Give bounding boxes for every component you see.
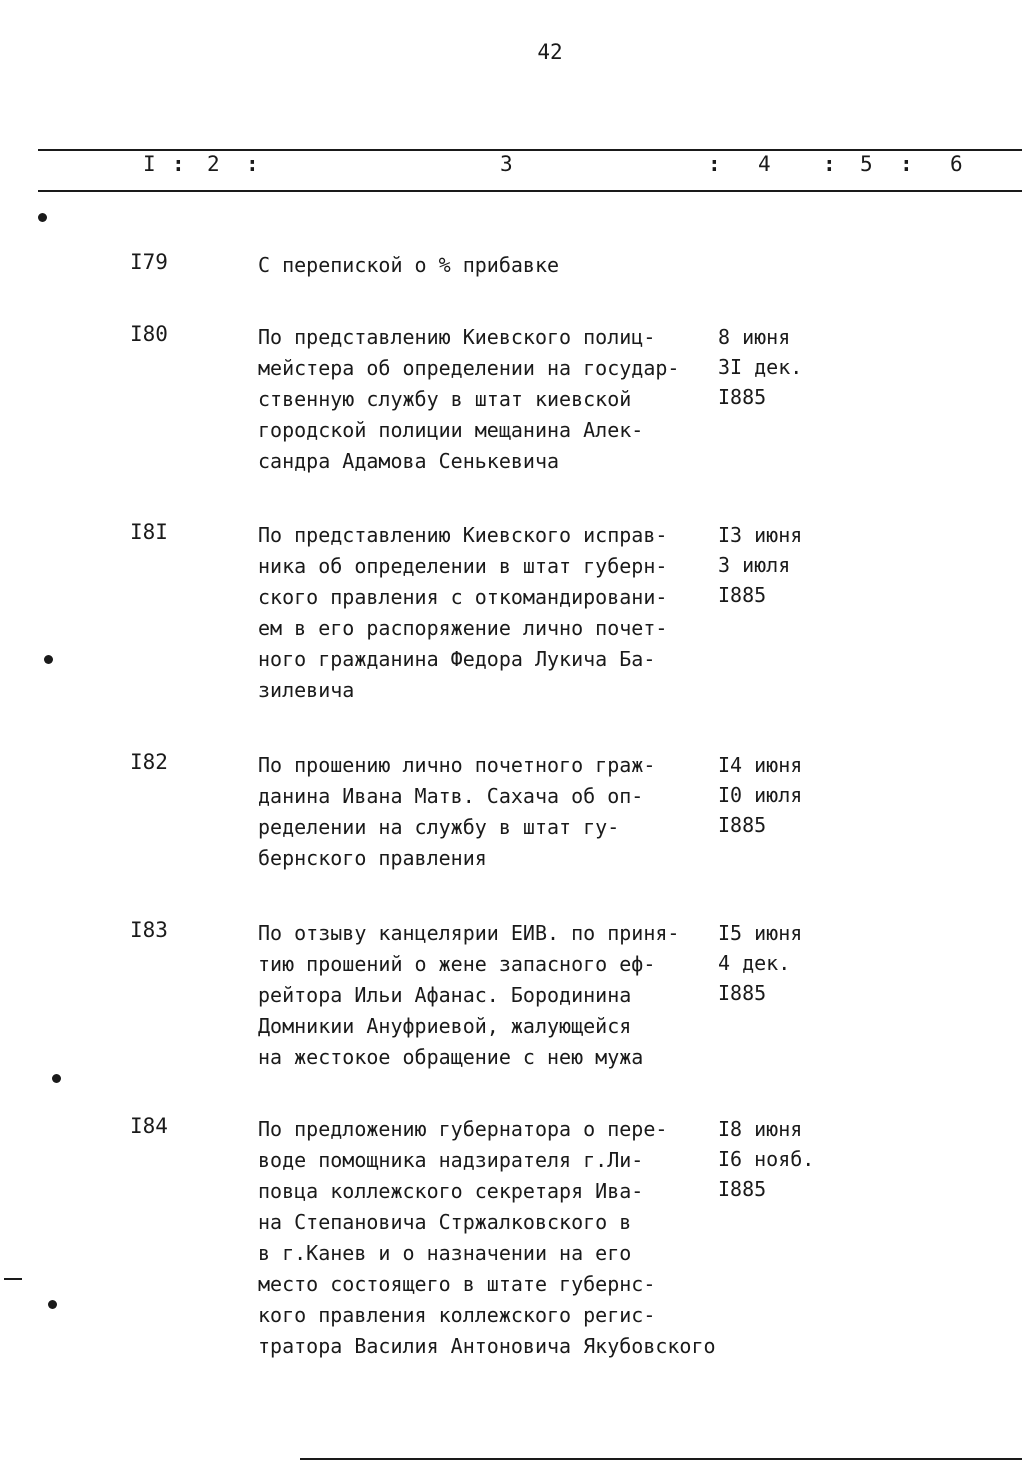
entry-text-line: на Степановича Стржалковского в xyxy=(258,1210,632,1234)
column-separator: : xyxy=(708,152,721,176)
column-separator: : xyxy=(900,152,913,176)
punch-hole-mark xyxy=(52,1074,61,1083)
entry-text-line: Домникии Ануфриевой, жалующейся xyxy=(258,1014,632,1038)
entry-text-line: зилевича xyxy=(258,678,355,702)
entry-description xyxy=(258,750,718,874)
entry-text-line: ника об определении в штат губерн- xyxy=(258,554,668,578)
entry-description xyxy=(258,322,718,477)
entry-dates xyxy=(718,750,838,840)
date-end: 3I дек. xyxy=(718,355,803,379)
entry-text-line: сандра Адамова Сенькевича xyxy=(258,449,560,473)
entry-number: I84 xyxy=(130,1114,168,1138)
entry-text-line: место состоящего в штате губернс- xyxy=(258,1272,656,1296)
column-separator: : xyxy=(246,152,259,176)
date-start: I3 июня xyxy=(718,523,803,547)
column-separator: : xyxy=(172,152,185,176)
date-year: I885 xyxy=(718,385,767,409)
entry-text-line: повца коллежского секретаря Ива- xyxy=(258,1179,644,1203)
table-header xyxy=(0,152,1024,182)
entry-text-line: По представлению Киевского полиц- xyxy=(258,325,656,349)
entry-text-line: данина Ивана Матв. Сахача об оп- xyxy=(258,784,644,808)
column-header-5: 5 xyxy=(860,152,873,176)
page-number: 42 xyxy=(537,40,563,64)
entry-description xyxy=(258,250,718,281)
entry-text-line: ного гражданина Федора Лукича Ба- xyxy=(258,647,656,671)
date-end: I6 нояб. xyxy=(718,1147,815,1171)
date-year: I885 xyxy=(718,1177,767,1201)
entry-dates xyxy=(718,520,838,610)
entry-text-line: По отзыву канцелярии ЕИВ. по приня- xyxy=(258,921,680,945)
column-header-3: 3 xyxy=(500,152,513,176)
entry-description xyxy=(258,918,718,1073)
date-end: 4 дек. xyxy=(718,951,791,975)
date-year: I885 xyxy=(718,583,767,607)
header-bottom-rule xyxy=(38,190,1022,192)
punch-hole-mark xyxy=(48,1300,57,1309)
date-start: I4 июня xyxy=(718,753,803,777)
column-header-2: 2 xyxy=(207,152,220,176)
entry-dates xyxy=(718,1114,838,1204)
entry-text-line: городской полиции мещанина Алек- xyxy=(258,418,644,442)
entry-number: I82 xyxy=(130,750,168,774)
header-top-rule xyxy=(38,149,1022,151)
date-year: I885 xyxy=(718,813,767,837)
entry-text-line: кого правления коллежского регис- xyxy=(258,1303,656,1327)
column-header-6: 6 xyxy=(950,152,963,176)
entry-text-line: По прошению лично почетного граж- xyxy=(258,753,656,777)
entry-description xyxy=(258,1114,718,1362)
punch-hole-mark xyxy=(44,655,53,664)
margin-dash-mark xyxy=(4,1278,22,1280)
entry-text-line: С перепиской о % прибавке xyxy=(258,253,560,277)
entry-text-line: бернского правления xyxy=(258,846,487,870)
column-header-1: I xyxy=(143,152,156,176)
entry-number: I80 xyxy=(130,322,168,346)
entry-description xyxy=(258,520,718,706)
entry-text-line: По представлению Киевского исправ- xyxy=(258,523,668,547)
entry-text-line: в г.Канев и о назначении на его xyxy=(258,1241,632,1265)
entry-text-line: ственную службу в штат киевской xyxy=(258,387,632,411)
column-separator: : xyxy=(823,152,836,176)
entry-text-line: рейтора Ильи Афанас. Бородинина xyxy=(258,983,632,1007)
date-end: 3 июля xyxy=(718,553,791,577)
entry-text-line: воде помощника надзирателя г.Ли- xyxy=(258,1148,644,1172)
entry-number: I79 xyxy=(130,250,168,274)
entry-text-line: мейстера об определении на государ- xyxy=(258,356,680,380)
entry-text-line: тию прошений о жене запасного еф- xyxy=(258,952,656,976)
entry-text-line: ского правления с откомандировани- xyxy=(258,585,668,609)
entry-text-line: тратора Василия Антоновича Якубовского xyxy=(258,1334,716,1358)
entry-text-line: По предложению губернатора о пере- xyxy=(258,1117,668,1141)
punch-hole-mark xyxy=(38,213,47,222)
date-end: I0 июля xyxy=(718,783,803,807)
entry-number: I8I xyxy=(130,520,168,544)
column-header-4: 4 xyxy=(758,152,771,176)
date-start: I5 июня xyxy=(718,921,803,945)
date-year: I885 xyxy=(718,981,767,1005)
date-start: I8 июня xyxy=(718,1117,803,1141)
entry-number: I83 xyxy=(130,918,168,942)
entry-text-line: ределении на службу в штат гу- xyxy=(258,815,620,839)
entry-dates xyxy=(718,918,838,1008)
entry-text-line: ем в его распоряжение лично почет- xyxy=(258,616,668,640)
entry-dates xyxy=(718,322,838,412)
bottom-edge-rule xyxy=(300,1458,1022,1460)
entry-text-line: на жестокое обращение с нею мужа xyxy=(258,1045,644,1069)
date-start: 8 июня xyxy=(718,325,791,349)
